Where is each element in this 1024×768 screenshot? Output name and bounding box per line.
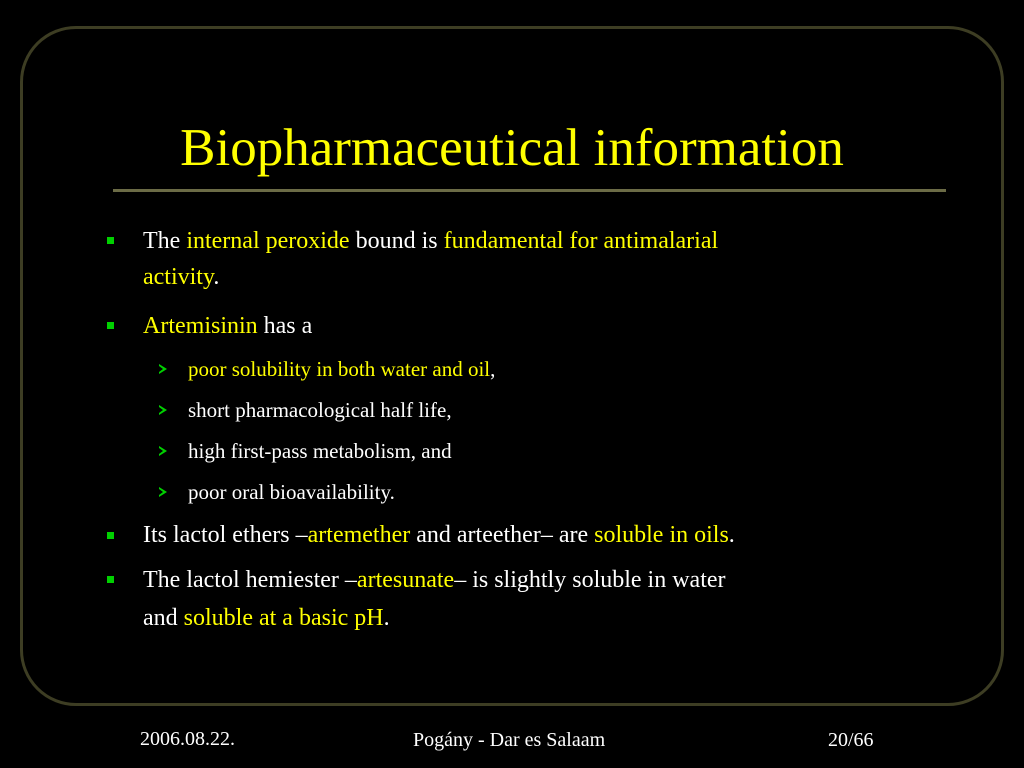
text-run: – is slightly soluble in water bbox=[454, 567, 726, 593]
bullet-3-line-1 bbox=[143, 520, 735, 550]
text-run: and bbox=[143, 605, 184, 631]
arrow-bullet-icon bbox=[159, 487, 167, 497]
bullet-2-line-1 bbox=[143, 311, 312, 341]
square-bullet-icon bbox=[107, 237, 114, 244]
square-bullet-icon bbox=[107, 322, 114, 329]
text-run: . bbox=[728, 522, 735, 548]
highlight-run: activity bbox=[143, 264, 214, 290]
text-run: short pharmacological half life, bbox=[188, 398, 452, 422]
square-bullet-icon bbox=[107, 576, 114, 583]
sub-item-3 bbox=[188, 438, 452, 464]
text-run: . bbox=[213, 264, 220, 290]
text-run: and arteether– are bbox=[410, 522, 595, 548]
arrow-bullet-icon bbox=[159, 446, 167, 456]
sub-item-2 bbox=[188, 397, 452, 423]
title-divider bbox=[113, 189, 946, 192]
square-bullet-icon bbox=[107, 532, 114, 539]
text-run: has a bbox=[257, 313, 313, 339]
footer-page-number: 20/66 bbox=[828, 729, 874, 751]
footer-date: 2006.08.22. bbox=[140, 728, 235, 750]
bullet-4-line-2 bbox=[143, 603, 390, 633]
bullet-1-line-2 bbox=[143, 262, 219, 292]
text-run: Its lactol ethers – bbox=[143, 522, 308, 548]
highlight-run: soluble at a basic pH bbox=[183, 605, 384, 631]
highlight-run: soluble in oils bbox=[594, 522, 729, 548]
sub-item-4 bbox=[188, 479, 395, 505]
highlight-run: fundamental for antimalarial bbox=[443, 228, 719, 254]
highlight-run: poor solubility in both water and oil bbox=[188, 357, 491, 381]
arrow-bullet-icon bbox=[159, 405, 167, 415]
text-run: The bbox=[143, 228, 187, 254]
highlight-run: artemether bbox=[307, 522, 411, 548]
sub-item-1 bbox=[188, 356, 495, 382]
footer-title: Pogány - Dar es Salaam bbox=[413, 729, 606, 751]
text-run: , bbox=[490, 357, 496, 381]
highlight-run: Artemisinin bbox=[143, 313, 258, 339]
bullet-1-line-1 bbox=[143, 226, 718, 256]
slide-title: Biopharmaceutical information bbox=[180, 119, 844, 177]
text-run: . bbox=[383, 605, 390, 631]
arrow-bullet-icon bbox=[159, 364, 167, 374]
text-run: bound is bbox=[349, 228, 444, 254]
text-run: high first-pass metabolism, and bbox=[188, 439, 452, 463]
text-run: poor oral bioavailability. bbox=[188, 480, 395, 504]
text-run: The lactol hemiester – bbox=[143, 567, 357, 593]
highlight-run: internal peroxide bbox=[186, 228, 350, 254]
bullet-4-line-1 bbox=[143, 565, 726, 595]
highlight-run: artesunate bbox=[356, 567, 455, 593]
